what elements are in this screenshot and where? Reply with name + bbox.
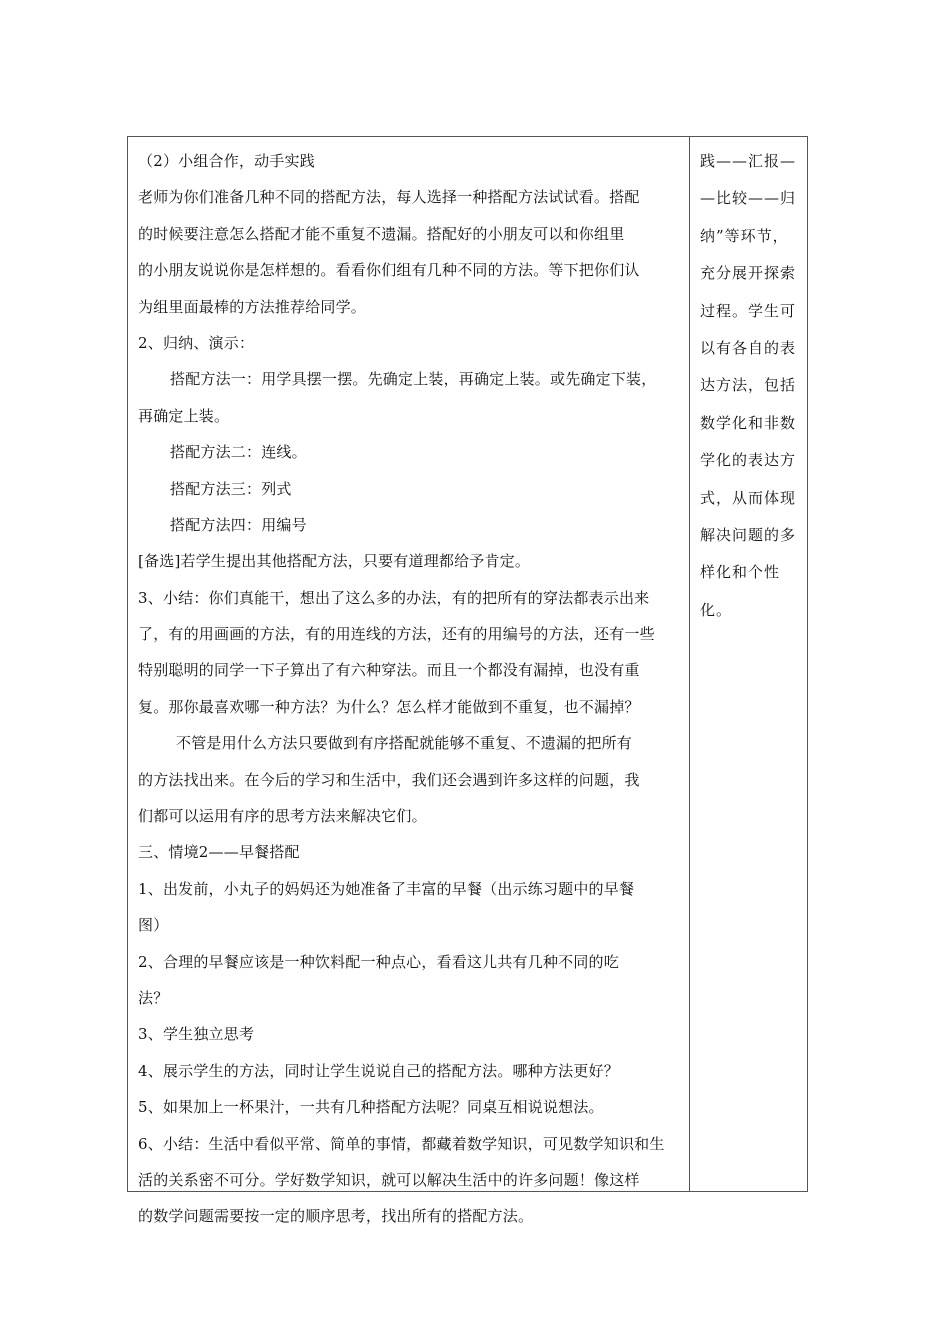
main-line: 的时候要注意怎么搭配才能不重复不遗漏。搭配好的小朋友可以和你组里 xyxy=(138,224,625,243)
side-line: 践——汇报— xyxy=(700,152,797,170)
side-line: 化。 xyxy=(700,600,733,619)
side-line: —比较——归 xyxy=(700,189,797,208)
main-line: 3、学生独立思考 xyxy=(138,1025,255,1044)
method-line: 搭配方法二：连线。 xyxy=(170,443,307,462)
method-line: 搭配方法一：用学具摆一摆。先确定上装，再确定上装。或先确定下装， xyxy=(170,370,657,389)
main-line: （2）小组合作，动手实践 xyxy=(138,152,315,170)
side-line: 数学化和非数 xyxy=(700,413,797,432)
main-line: 的小朋友说说你是怎样想的。看看你们组有几种不同的方法。等下把你们认 xyxy=(138,261,640,280)
main-line: 1、出发前，小丸子的妈妈还为她准备了丰富的早餐（出示练习题中的早餐 xyxy=(138,879,635,898)
main-line: 活的关系密不可分。学好数学知识，就可以解决生活中的许多问题！像这样 xyxy=(138,1170,640,1189)
main-content-cell xyxy=(128,137,690,1226)
method-line: 搭配方法四：用编号 xyxy=(170,515,307,534)
main-line: 2、合理的早餐应该是一种饮料配一种点心，看看这儿共有几种不同的吃 xyxy=(138,952,619,971)
main-line: 了，有的用画画的方法，有的用连线的方法，还有的用编号的方法，还有一些 xyxy=(138,625,655,644)
main-line: 再确定上装。 xyxy=(138,406,230,425)
main-line: 老师为你们准备几种不同的搭配方法，每人选择一种搭配方法试试看。搭配 xyxy=(138,188,640,207)
main-line: 不管是用什么方法只要做到有序搭配就能够不重复、不遗漏的把所有 xyxy=(176,734,633,753)
main-line: 图） xyxy=(138,916,169,935)
section-heading: 3、小结：你们真能干，想出了这么多的办法，有的把所有的穿法都表示出来 xyxy=(138,588,650,607)
side-line: 式，从而体现 xyxy=(700,488,797,507)
main-line: [备选]若学生提出其他搭配方法，只要有道理都给予肯定。 xyxy=(138,552,531,571)
main-line: 特别聪明的同学一下子算出了有六种穿法。而且一个都没有漏掉，也没有重 xyxy=(138,661,640,680)
side-line: 学化的表达方 xyxy=(700,451,797,470)
method-line: 搭配方法三：列式 xyxy=(170,479,292,498)
side-line: 解决问题的多 xyxy=(700,525,797,544)
main-line: 法？ xyxy=(138,988,169,1007)
section-heading: 2、归纳、演示： xyxy=(138,333,255,352)
side-line: 以有各自的表 xyxy=(700,338,797,357)
main-line: 4、展示学生的方法，同时让学生说说自己的搭配方法。哪种方法更好？ xyxy=(138,1061,619,1080)
main-line: 复。那你最喜欢哪一种方法？为什么？怎么样才能做到不重复，也不漏掉？ xyxy=(138,697,640,716)
design-intent-cell xyxy=(690,137,807,1191)
side-line: 充分展开探索 xyxy=(700,264,797,283)
main-line: 为组里面最棒的方法推荐给同学。 xyxy=(138,297,367,316)
lesson-plan-table xyxy=(127,136,808,1226)
main-line: 的数学问题需要按一定的顺序思考，找出所有的搭配方法。 xyxy=(138,1207,534,1226)
main-line: 们都可以运用有序的思考方法来解决它们。 xyxy=(138,807,427,826)
section-heading: 三、情境2——早餐搭配 xyxy=(138,843,300,862)
side-line: 过程。学生可 xyxy=(700,301,797,320)
side-line: 达方法，包括 xyxy=(700,376,797,395)
side-line: 纳”等环节， xyxy=(700,226,789,245)
main-line: 6、小结：生活中看似平常、简单的事情，都藏着数学知识，可见数学知识和生 xyxy=(138,1134,665,1153)
main-line: 5、如果加上一杯果汁，一共有几种搭配方法呢？同桌互相说说想法。 xyxy=(138,1098,604,1117)
main-line: 的方法找出来。在今后的学习和生活中，我们还会遇到许多这样的问题，我 xyxy=(138,770,640,789)
side-line: 样化和个性 xyxy=(700,563,781,582)
